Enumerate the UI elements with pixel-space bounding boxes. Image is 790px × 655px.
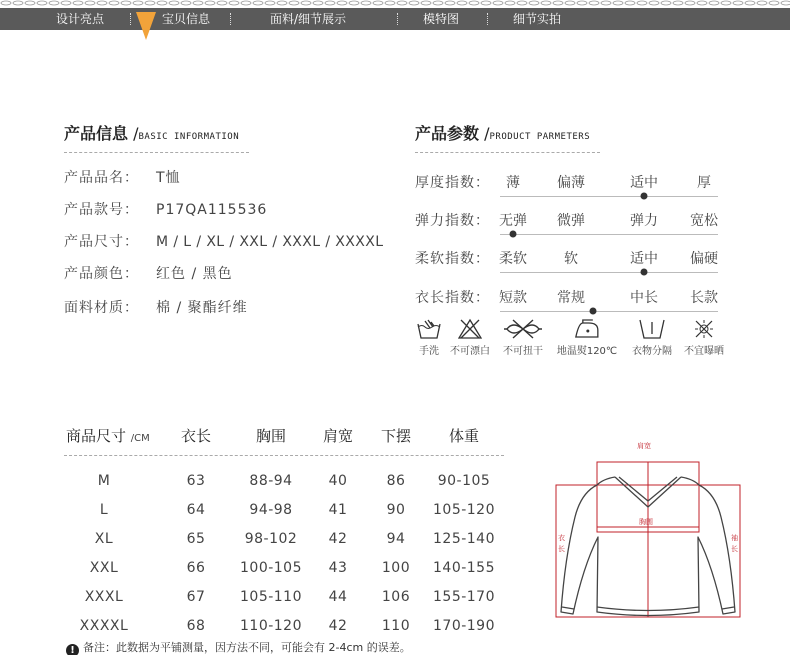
nav-item-detail-photos[interactable]: 细节实拍 bbox=[513, 12, 562, 26]
size-table-cell: 40 bbox=[328, 473, 348, 489]
param-scale-line bbox=[500, 234, 718, 235]
param-option: 中长 bbox=[630, 290, 658, 306]
size-table-cell: 106 bbox=[381, 589, 411, 605]
size-table-cell: L bbox=[99, 502, 109, 518]
param-label: 弹力指数： bbox=[415, 213, 490, 229]
param-level-marker bbox=[589, 308, 596, 315]
param-level-marker bbox=[641, 269, 648, 276]
param-option: 软 bbox=[564, 251, 578, 267]
size-table-cell: 90-105 bbox=[437, 473, 491, 489]
size-table-cell: 110 bbox=[381, 618, 411, 634]
length-label: 衣长 bbox=[558, 534, 565, 553]
size-table-cell: 63 bbox=[186, 473, 206, 489]
param-option: 柔软 bbox=[499, 251, 527, 267]
param-option: 宽松 bbox=[690, 213, 718, 229]
size-table-cell: 94 bbox=[386, 531, 406, 547]
param-scale-line bbox=[500, 196, 718, 197]
info-row-sku: 产品款号： P17QA115536 bbox=[64, 202, 268, 218]
size-table-cell: 170-190 bbox=[433, 618, 495, 634]
nav-divider bbox=[487, 13, 488, 25]
size-table-cell: 67 bbox=[186, 589, 206, 605]
size-table-cell: XXXXL bbox=[79, 618, 129, 634]
separate-wash-icon bbox=[637, 318, 667, 340]
param-level-marker bbox=[641, 193, 648, 200]
size-table-cell: M bbox=[97, 473, 111, 489]
nav-divider bbox=[397, 13, 398, 25]
weight-col-header: 体重 bbox=[448, 427, 480, 445]
shirt-outline-icon bbox=[553, 437, 743, 622]
hem-col-header: 下摆 bbox=[380, 427, 412, 445]
size-table-cell: 100-105 bbox=[240, 560, 302, 576]
info-row-name: 产品品名： T恤 bbox=[64, 170, 181, 186]
param-option: 常规 bbox=[557, 290, 585, 306]
nav-divider bbox=[130, 13, 131, 25]
size-table-cell: 44 bbox=[328, 589, 348, 605]
product-info-heading: 产品信息 /BASIC INFORMATION bbox=[64, 124, 240, 143]
hand-wash-icon bbox=[416, 318, 442, 340]
decorative-chain-border bbox=[0, 0, 790, 6]
size-table-cell: 125-140 bbox=[433, 531, 495, 547]
chest-col-header: 胸围 bbox=[255, 427, 287, 445]
active-nav-arrow-icon bbox=[136, 12, 156, 40]
param-option: 微弹 bbox=[557, 213, 585, 229]
exclamation-icon: ! bbox=[66, 644, 79, 655]
param-option: 无弹 bbox=[499, 213, 527, 229]
param-label: 厚度指数： bbox=[415, 175, 490, 191]
measurement-note: ! 备注：此数据为平铺测量，因方法不同，可能会有 2-4cm 的误差。 bbox=[66, 639, 411, 655]
size-table-cell: 66 bbox=[186, 560, 206, 576]
size-table-cell: 105-110 bbox=[240, 589, 302, 605]
shoulder-label: 肩宽 bbox=[637, 442, 651, 450]
param-option: 适中 bbox=[630, 251, 658, 267]
nav-item-product-info[interactable]: 宝贝信息 bbox=[162, 12, 211, 26]
size-table-cell: 90 bbox=[386, 502, 406, 518]
care-item: 不可扭干 bbox=[503, 318, 543, 357]
param-option: 薄 bbox=[506, 175, 520, 191]
size-table-cell: 155-170 bbox=[433, 589, 495, 605]
shoulder-col-header: 肩宽 bbox=[322, 427, 354, 445]
divider bbox=[64, 455, 504, 456]
chest-label: 胸围 bbox=[639, 518, 653, 526]
section-nav-bar bbox=[0, 8, 790, 30]
divider bbox=[64, 152, 249, 153]
size-table-cell: 42 bbox=[328, 618, 348, 634]
size-table-cell: 88-94 bbox=[249, 473, 293, 489]
size-table-cell: XL bbox=[94, 531, 114, 547]
size-table-cell: 65 bbox=[186, 531, 206, 547]
param-option: 长款 bbox=[690, 290, 718, 306]
param-option: 厚 bbox=[697, 175, 711, 191]
param-level-marker bbox=[510, 231, 517, 238]
param-label: 柔软指数： bbox=[415, 251, 490, 267]
care-item: 手洗 bbox=[416, 318, 442, 357]
size-table-cell: 43 bbox=[328, 560, 348, 576]
sleeve-label: 袖长 bbox=[731, 534, 738, 553]
care-item: 地温熨120℃ bbox=[557, 318, 617, 357]
care-item: 衣物分隔 bbox=[632, 318, 672, 357]
size-table-cell: 41 bbox=[328, 502, 348, 518]
size-table-cell: 98-102 bbox=[244, 531, 298, 547]
size-table-cell: 94-98 bbox=[249, 502, 293, 518]
divider bbox=[415, 152, 600, 153]
care-item: 不可漂白 bbox=[450, 318, 490, 357]
size-table-cell: XXXL bbox=[84, 589, 124, 605]
size-table-cell: 100 bbox=[381, 560, 411, 576]
product-params-heading: 产品参数 /PRODUCT PARMETERS bbox=[415, 124, 591, 143]
length-col-header: 衣长 bbox=[180, 427, 212, 445]
size-table-cell: XXL bbox=[89, 560, 119, 576]
nav-divider bbox=[230, 13, 231, 25]
size-table-cell: 140-155 bbox=[433, 560, 495, 576]
param-option: 偏硬 bbox=[690, 251, 718, 267]
care-item: 不宜曝晒 bbox=[684, 318, 724, 357]
info-row-material: 面料材质： 棉 / 聚酯纤维 bbox=[64, 300, 248, 316]
param-option: 弹力 bbox=[630, 213, 658, 229]
no-bleach-icon bbox=[458, 318, 482, 340]
low-iron-icon bbox=[573, 318, 601, 340]
nav-item-model[interactable]: 模特图 bbox=[423, 12, 460, 26]
size-measurement-diagram bbox=[553, 437, 743, 622]
param-scale-line bbox=[500, 311, 718, 312]
no-sun-icon bbox=[692, 318, 716, 340]
param-scale-line bbox=[500, 272, 718, 273]
size-table-cell: 64 bbox=[186, 502, 206, 518]
nav-item-design[interactable]: 设计亮点 bbox=[56, 12, 105, 26]
info-row-sizes: 产品尺寸： M / L / XL / XXL / XXXL / XXXXL bbox=[64, 234, 384, 250]
nav-item-fabric[interactable]: 面料/细节展示 bbox=[270, 12, 347, 26]
size-table-cell: 86 bbox=[386, 473, 406, 489]
size-table-cell: 110-120 bbox=[240, 618, 302, 634]
param-label: 衣长指数： bbox=[415, 290, 490, 306]
info-row-colors: 产品颜色： 红色 / 黑色 bbox=[64, 266, 233, 282]
param-option: 适中 bbox=[630, 175, 658, 191]
no-wring-icon bbox=[503, 318, 543, 340]
param-option: 短款 bbox=[499, 290, 527, 306]
size-col-header: 商品尺寸 /CM bbox=[66, 427, 150, 445]
size-table-cell: 42 bbox=[328, 531, 348, 547]
size-table-cell: 105-120 bbox=[433, 502, 495, 518]
param-option: 偏薄 bbox=[557, 175, 585, 191]
size-table-cell: 68 bbox=[186, 618, 206, 634]
